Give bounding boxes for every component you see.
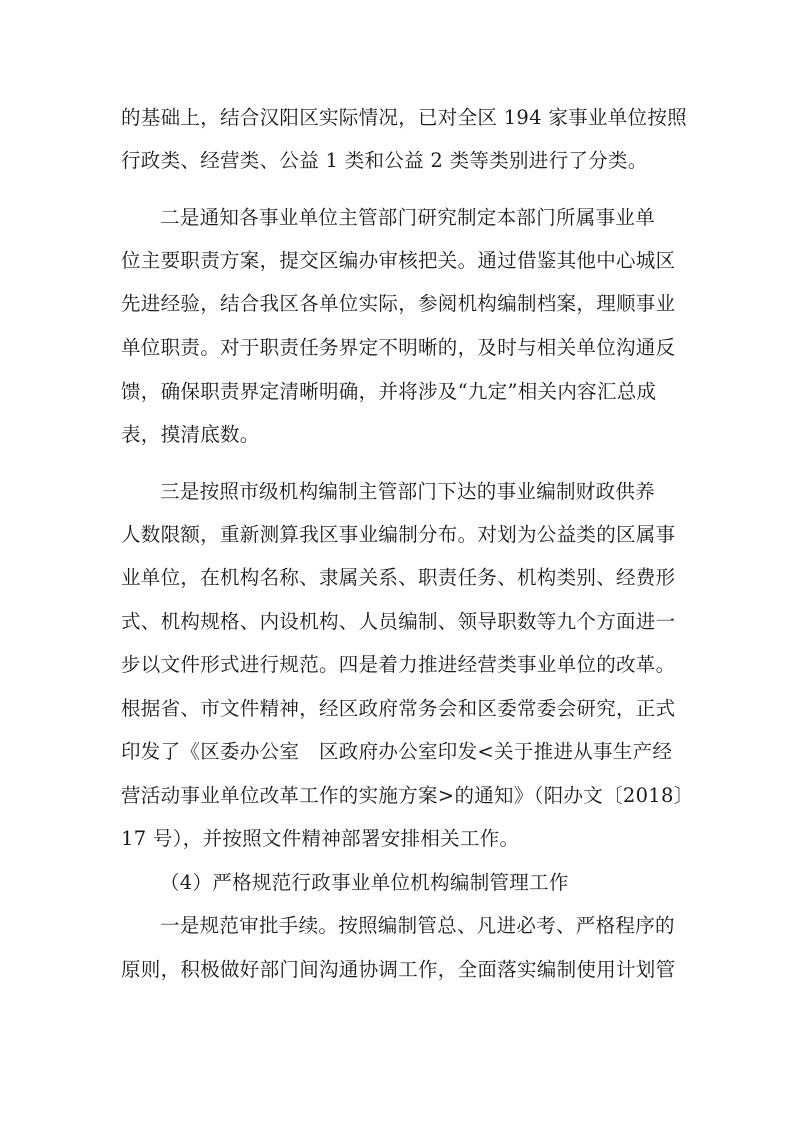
paragraph-start-line: 二是通知各事业单位主管部门研究制定本部门所属事业单 xyxy=(160,206,656,229)
text-line: 式、机构规格、内设机构、人员编制、领导职数等九个方面进一 xyxy=(121,610,676,633)
paragraph-start-line: 三是按照市级机构编制主管部门下达的事业编制财政供养 xyxy=(160,480,656,503)
text-line: 人数限额，重新测算我区事业编制分布。对划为公益类的区属事 xyxy=(121,523,676,546)
text-line: 17 号），并按照文件精神部署安排相关工作。 xyxy=(121,827,520,850)
text-line: 印发了《区委办公室 区政府办公室印发<关于推进从事生产经 xyxy=(121,740,673,763)
text-line: 业单位，在机构名称、隶属关系、职责任务、机构类别、经费形 xyxy=(121,566,676,589)
text-line: 原则，积极做好部门间沟通协调工作，全面落实编制使用计划管 xyxy=(121,958,676,981)
text-line: 行政类、经营类、公益 1 类和公益 2 类等类别进行了分类。 xyxy=(121,149,648,172)
paragraph-start-line: 一是规范审批手续。按照编制管总、凡进必考、严格程序的 xyxy=(160,914,675,937)
text-line: 表，摸清底数。 xyxy=(121,423,260,446)
section-heading: （4）严格规范行政事业单位机构编制管理工作 xyxy=(160,871,569,894)
text-line: 步以文件形式进行规范。四是着力推进经营类事业单位的改革。 xyxy=(121,653,676,676)
text-line: 营活动事业单位改革工作的实施方案>的通知》（阳办文〔2018〕 xyxy=(121,784,694,807)
text-line: 的基础上，结合汉阳区实际情况，已对全区 194 家事业单位按照 xyxy=(121,106,687,129)
text-line: 单位职责。对于职责任务界定不明晰的，及时与相关单位沟通反 xyxy=(121,336,676,359)
text-line: 先进经验，结合我区各单位实际，参阅机构编制档案，理顺事业 xyxy=(121,292,676,315)
text-line: 位主要职责方案，提交区编办审核把关。通过借鉴其他中心城区 xyxy=(121,249,676,272)
text-line: 馈，确保职责界定清晰明确，并将涉及“九定”相关内容汇总成 xyxy=(121,380,657,403)
text-line: 根据省、市文件精神，经区政府常务会和区委常委会研究，正式 xyxy=(121,697,676,720)
